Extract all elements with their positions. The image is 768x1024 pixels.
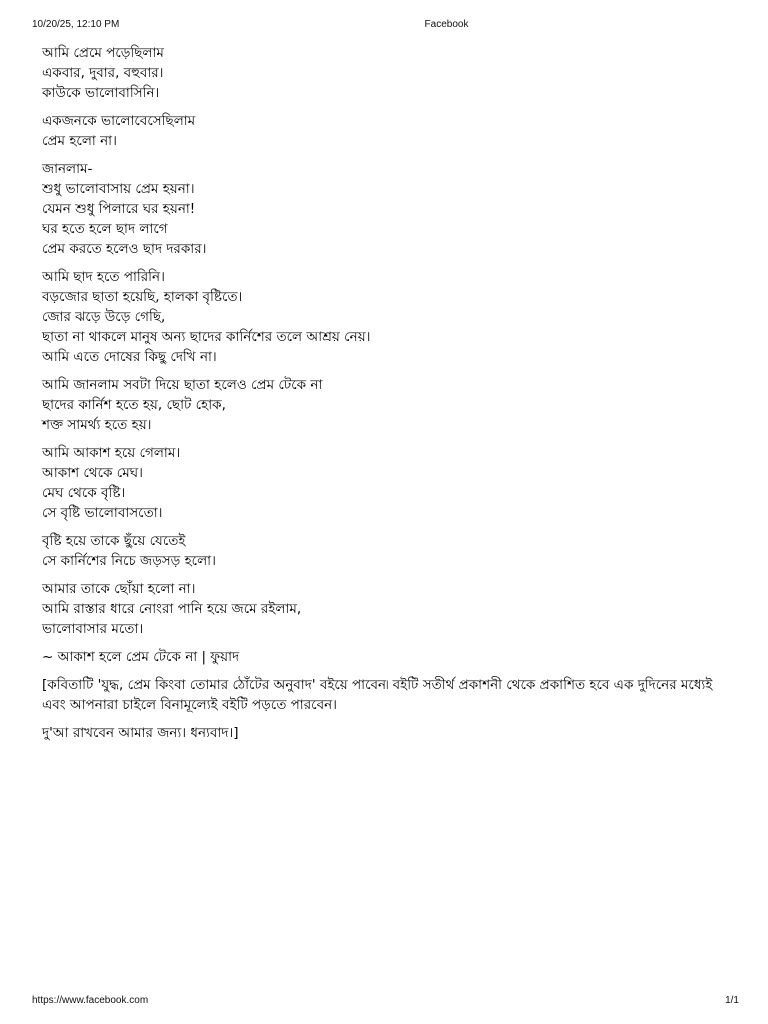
- signature-line: ~ আকাশ হলে প্রেম টেকে না | ফুয়াদ: [42, 649, 240, 665]
- page-number: 1/1: [725, 995, 739, 1006]
- stanza: [42, 375, 732, 435]
- poem-line: ছাদের কার্নিশ হতে হয়, ছোট হোক,: [42, 397, 226, 413]
- page-title: Facebook: [424, 19, 469, 30]
- print-footer: [0, 995, 768, 1009]
- stanza: [42, 159, 732, 259]
- poem-line: সে বৃষ্টি ভালোবাসতো।: [42, 505, 163, 521]
- poem-line: ছাতা না থাকলে মানুষ অন্য ছাদের কার্নিশের তলে আশ্রয় নেয়।: [42, 329, 371, 345]
- book-note: [42, 675, 732, 715]
- poem-line: আমার তাকে ছোঁয়া হলো না।: [42, 581, 196, 597]
- stanza: [42, 267, 732, 367]
- poem-line: শুধু ভালোবাসায় প্রেম হয়না।: [42, 181, 195, 197]
- poem-line: সে কার্নিশের নিচে জড়সড় হলো।: [42, 553, 216, 569]
- poem-line: কাউকে ভালোবাসিনি।: [42, 85, 160, 101]
- poem-line: আমি ছাদ হতে পারিনি।: [42, 269, 165, 285]
- post-body: [42, 43, 732, 751]
- closing-text: দু'আ রাখবেন আমার জন্য। ধন্যবাদ।]: [42, 725, 239, 741]
- poem-line: ভালোবাসার মতো।: [42, 621, 144, 637]
- stanza: [42, 579, 732, 639]
- poem-line: জোর ঝড়ে উড়ে গেছি,: [42, 309, 166, 325]
- stanza: [42, 111, 732, 151]
- poem-line: আমি রাস্তার ধারে নোংরা পানি হয়ে জমে রইলাম,: [42, 601, 302, 617]
- closing: [42, 723, 732, 743]
- poem-line: যেমন শুধু পিলারে ঘর হয়না!: [42, 201, 196, 217]
- print-datetime: 10/20/25, 12:10 PM: [32, 19, 120, 30]
- print-header: [0, 19, 768, 33]
- poem-line: আমি প্রেমে পড়েছিলাম: [42, 45, 164, 61]
- poem-line: আমি এতে দোষের কিছু দেখি না।: [42, 349, 217, 365]
- poem-line: প্রেম হলো না।: [42, 133, 117, 149]
- poem-line: জানলাম-: [42, 161, 93, 177]
- poem-line: একবার, দুবার, বহুবার।: [42, 65, 164, 81]
- signature: [42, 647, 732, 667]
- poem-line: আমি আকাশ হয়ে গেলাম।: [42, 445, 181, 461]
- stanza: [42, 443, 732, 523]
- book-note-text: [কবিতাটি 'যুদ্ধ, প্রেম কিংবা তোমার ঠোঁটের অনুবাদ' বইয়ে পাবেন৷ বইটি সতীর্থ প্রকাশনী থেকে প্রকাশিত হবে এক দুদিনের মধ্যেই এবং আপনারা চাইলে বিনামূল্যেই বইটি পড়তে পারবেন।: [42, 677, 713, 713]
- poem-line: বৃষ্টি হয়ে তাকে ছুঁয়ে যেতেই: [42, 533, 186, 549]
- poem-line: একজনকে ভালোবেসেছিলাম: [42, 113, 196, 129]
- poem-line: বড়জোর ছাতা হয়েছি, হালকা বৃষ্টিতে।: [42, 289, 243, 305]
- stanza: [42, 43, 732, 103]
- poem-line: মেঘ থেকে বৃষ্টি।: [42, 485, 126, 501]
- poem-line: আমি জানলাম সবটা দিয়ে ছাতা হলেও প্রেম টেকে না: [42, 377, 323, 393]
- stanza: [42, 531, 732, 571]
- poem-line: শক্ত সামর্থ্য হতে হয়।: [42, 417, 152, 433]
- poem-line: ঘর হতে হলে ছাদ লাগে: [42, 221, 168, 237]
- poem-line: প্রেম করতে হলেও ছাদ দরকার।: [42, 241, 207, 257]
- poem-line: আকাশ থেকে মেঘ।: [42, 465, 143, 481]
- page-url: https://www.facebook.com: [32, 995, 149, 1006]
